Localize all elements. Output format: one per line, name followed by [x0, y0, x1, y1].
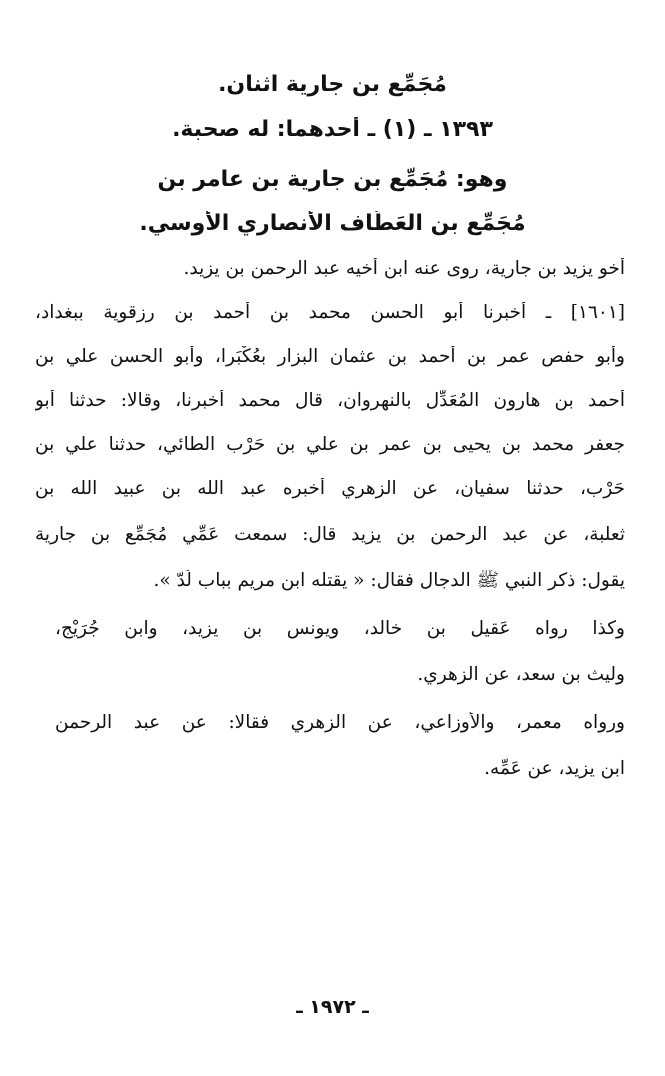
entry-number-line: ١٣٩٣ ـ (١) ـ أحدهما: له صحبة. — [172, 117, 493, 142]
hadith-line-4: جعفر محمد بن يحيى بن عمر بن علي بن حَرْب الطائي، حدثنا علي بن — [35, 434, 625, 455]
narration-line-3: ورواه معمر، والأوزاعي، عن الزهري فقالا: عن عبد الرحمن — [55, 712, 625, 733]
narration-line-2: وليث بن سعد، عن الزهري. — [417, 664, 625, 685]
narration-line-1: وكذا رواه عَقيل بن خالد، ويونس بن يزيد، وابن جُرَيْج، — [55, 618, 625, 639]
hadith-line-5: حَرْب، حدثنا سفيان، عن الزهري أخبره عبد الله بن عبيد الله بن — [35, 478, 625, 499]
hadith-line-3: أحمد بن هارون المُعَدِّل بالنهروان، قال محمد أخبرنا، وقالا: حدثنا أبو — [35, 390, 625, 411]
hadith-line-7: يقول: ذكر النبي ﷺ الدجال فقال: « يقتله ابن مريم بباب لُدّ ». — [153, 570, 625, 591]
hadith-line-1: [١٦٠١] ـ أخبرنا أبو الحسن محمد بن أحمد بن رزقوية ببغداد، — [35, 302, 625, 323]
entry-lineage-line-1: وهو: مُجَمِّع بن جارية بن عامر بن — [157, 167, 508, 192]
narration-line-4: ابن يزيد، عن عَمِّه. — [484, 758, 625, 779]
hadith-line-6: ثعلبة، عن عبد الرحمن بن يزيد قال: سمعت عَمِّي مُجَمِّع بن جارية — [35, 524, 625, 545]
entry-title: مُجَمِّع بن جارية اثنان. — [218, 72, 447, 97]
page-number: ـ ١٩٧٢ ـ — [296, 996, 369, 1018]
hadith-line-2: وأبو حفص عمر بن أحمد بن عثمان البزار بعُكْبَرا، وأبو الحسن علي بن — [35, 346, 625, 367]
bio-line: أخو يزيد بن جارية، روى عنه ابن أخيه عبد الرحمن بن يزيد. — [183, 258, 625, 279]
entry-lineage-line-2: مُجَمِّع بن العَطّاف الأنصاري الأوسي. — [139, 211, 526, 236]
